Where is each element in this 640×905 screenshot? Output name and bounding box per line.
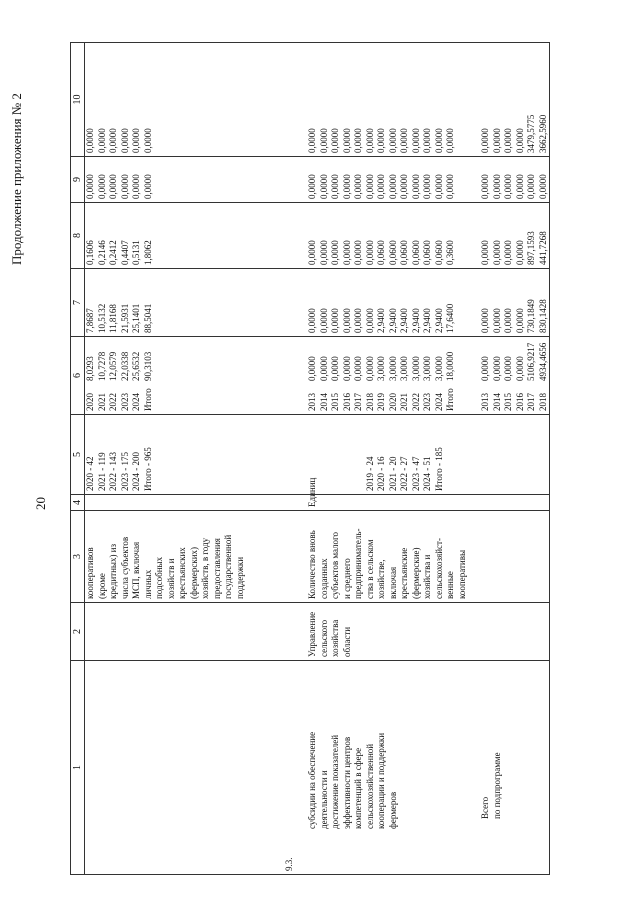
year-label: 2017	[526, 393, 536, 411]
cell-c4	[480, 495, 550, 511]
cell-line: 2024 - 51	[422, 456, 432, 491]
column-header: 3	[71, 511, 85, 603]
cell-line: (фермерских)	[188, 546, 199, 599]
amount-value: 3,0000	[376, 356, 386, 381]
cell-c10	[85, 43, 247, 157]
amount-value: 0,0000	[330, 356, 340, 381]
cell-line: предприниматель-	[353, 528, 363, 599]
cell-line: 0,0000	[353, 308, 363, 333]
cell-line: 0,0000	[341, 174, 352, 199]
cell-c9	[85, 157, 247, 203]
cell-line: и среднего	[341, 558, 352, 599]
cell-line: 0,0000	[341, 240, 352, 265]
cell-line: 0,0000	[410, 128, 421, 153]
cell-c6	[480, 337, 550, 415]
year-label: 2013	[480, 393, 490, 411]
cell-line: Управление	[307, 611, 317, 657]
amount-value: 22,0338	[119, 351, 130, 381]
year-label: 2019	[376, 393, 386, 411]
amount-value: 3,0000	[410, 356, 421, 381]
continuation-title: Продолжение приложения № 2	[9, 93, 24, 265]
cell-line: 0,0000	[142, 128, 153, 153]
cell-line: 0,0000	[318, 174, 329, 199]
cell-c6	[284, 337, 468, 415]
cell-line: 0,0600	[410, 240, 421, 265]
cell-c7	[284, 269, 468, 337]
cell-line: кредитных) из	[108, 543, 118, 599]
cell-line: 0,0000	[480, 174, 490, 199]
cell-line: 0,0000	[131, 174, 141, 199]
cell-c7	[480, 269, 550, 337]
cell-line	[353, 418, 365, 491]
year-label: 2018	[537, 393, 548, 411]
column-header: 7	[71, 269, 85, 337]
cell-line: 0,0000	[399, 174, 409, 199]
amount-value: 0,0000	[318, 356, 329, 381]
cell-line: компетенций в сфере	[353, 747, 363, 829]
amount-value: 4934,4656	[537, 342, 548, 381]
cell-line: 2019 - 24	[364, 456, 375, 491]
year-label: 2023	[422, 393, 432, 411]
cell-line: крестьянских	[177, 547, 187, 599]
cell-c1	[284, 661, 468, 875]
cell-line: 3479,5775	[526, 114, 536, 153]
cell-line: области	[341, 626, 352, 657]
cell-line: 10,5132	[96, 303, 107, 333]
cell-line: эффективности центров	[341, 736, 352, 829]
row-9-3-subsidies	[284, 43, 468, 875]
cell-line: 830,1428	[537, 299, 548, 333]
amount-value: 0,0000	[503, 356, 513, 381]
cell-line: деятельности и	[318, 770, 329, 829]
cell-line: 0,0000	[491, 308, 502, 333]
cell-line: Итого - 185	[433, 447, 444, 491]
cell-line	[330, 418, 342, 491]
cell-line: 0,0000	[119, 174, 130, 199]
cell-line: 0,0000	[364, 174, 375, 199]
amount-value: 18,0000	[445, 351, 455, 381]
cell-c5	[480, 415, 550, 495]
column-header: 5	[71, 415, 85, 495]
cell-line: 17,6400	[445, 303, 455, 333]
cell-line: 0,0000	[96, 128, 107, 153]
cell-line: 0,0000	[537, 174, 548, 199]
year-label: 2013	[307, 393, 317, 411]
cell-line: 0,0000	[307, 308, 317, 333]
cell-line: 2022 - 27	[399, 456, 409, 491]
amount-value: 3,0000	[399, 356, 409, 381]
column-header: 2	[71, 603, 85, 661]
cell-line: 2,9400	[376, 308, 386, 333]
row-cooperatives-continued	[85, 43, 247, 875]
amount-value: 25,6532	[131, 351, 141, 381]
cell-line: достижение показателей	[330, 734, 340, 829]
item-number: 9.3.	[284, 857, 294, 871]
cell-c8	[85, 203, 247, 269]
year-label: 2020	[85, 393, 95, 411]
cell-line: 0,0000	[353, 128, 363, 153]
cell-c2	[284, 603, 468, 661]
cell-line: 2024 - 200	[131, 452, 141, 491]
cell-line: 0,0000	[85, 174, 95, 199]
year-label: 2024	[131, 393, 141, 411]
cell-line: 2023 - 175	[119, 452, 130, 491]
cell-line: хозяйств, в году	[200, 537, 210, 599]
cell-line: 0,2146	[96, 240, 107, 265]
cell-line: крестьянские	[399, 547, 409, 599]
amount-value: 3,0000	[387, 356, 398, 381]
column-header: 6	[71, 337, 85, 415]
cell-line: 0,0000	[480, 240, 490, 265]
cell-line: 0,0000	[491, 128, 502, 153]
cell-line: фермеров	[387, 791, 398, 829]
page-header	[0, 0, 60, 905]
cell-line: включая	[387, 566, 398, 599]
year-label: 2021	[96, 393, 107, 411]
cell-c1	[480, 661, 550, 875]
amount-value: 0,0000	[480, 356, 490, 381]
cell-c9	[480, 157, 550, 203]
cell-line: хозяйств и	[165, 558, 176, 599]
cell-line: 88,5041	[142, 303, 153, 333]
cell-c10	[480, 43, 550, 157]
amount-value: 0,0000	[491, 356, 502, 381]
cell-line: 0,0600	[399, 240, 409, 265]
cell-line: 0,0000	[85, 128, 95, 153]
cell-line	[319, 418, 331, 491]
cell-line: 0,0000	[387, 128, 398, 153]
cell-line: по подпрограмме	[491, 752, 502, 819]
column-header: 9	[71, 157, 85, 203]
cell-c1	[85, 661, 247, 875]
cell-line: 0,0000	[526, 174, 536, 199]
cell-line: личных	[142, 569, 153, 599]
cell-line: 2020 - 42	[85, 456, 95, 491]
cell-line: 0,0000	[119, 128, 130, 153]
cell-line: 0,0000	[422, 128, 432, 153]
cell-line: 2,9400	[433, 308, 444, 333]
cell-line: 0,0000	[318, 128, 329, 153]
year-label: 2014	[318, 393, 329, 411]
cell-c3	[85, 511, 247, 603]
cell-line: 2020 - 16	[376, 456, 386, 491]
column-header: 10	[71, 43, 85, 157]
cell-line: 0,0000	[503, 308, 513, 333]
amount-value: 8,0293	[85, 356, 95, 381]
cell-line: 0,0000	[131, 128, 141, 153]
cell-line: Единиц	[307, 477, 317, 507]
cell-line	[342, 418, 354, 491]
year-label: 2016	[514, 393, 525, 411]
cell-c9	[284, 157, 468, 203]
column-header: 8	[71, 203, 85, 269]
cell-c4	[85, 495, 247, 511]
cell-line: 0,0000	[318, 308, 329, 333]
cell-line: 0,0000	[341, 128, 352, 153]
cell-line: МСП, включая	[131, 541, 141, 599]
page-number: 20	[33, 497, 48, 510]
amount-value: 90,3103	[142, 351, 153, 381]
cell-line: сельскохозяйст-	[433, 538, 444, 599]
cell-line: ства в сельском	[364, 539, 375, 599]
cell-line: хозяйства и	[422, 554, 432, 599]
cell-line: 0,0000	[503, 240, 513, 265]
year-label: Итого	[142, 388, 153, 411]
year-label: 2014	[491, 393, 502, 411]
cell-line: 2022 - 143	[108, 452, 118, 491]
cell-c8	[480, 203, 550, 269]
cell-line: созданных	[318, 558, 329, 599]
cell-line: 0,0000	[433, 174, 444, 199]
cell-line: 2023 - 47	[410, 456, 421, 491]
cell-line: 0,0600	[422, 240, 432, 265]
cell-c6	[85, 337, 247, 415]
cell-c3	[284, 511, 468, 603]
cell-line: венные	[445, 571, 455, 599]
cell-line: 0,0000	[353, 174, 363, 199]
cell-line: 0,0000	[514, 308, 525, 333]
cell-line: кооперации и поддержки	[376, 732, 386, 829]
cell-line: 0,0000	[514, 240, 525, 265]
cell-line: Количество вновь	[307, 530, 317, 599]
cell-line: 0,0000	[142, 174, 153, 199]
cell-line: 0,0000	[433, 128, 444, 153]
cell-line: хозяйства	[330, 619, 340, 657]
cell-line: 0,3600	[445, 240, 455, 265]
cell-c7	[85, 269, 247, 337]
cell-line: субсидии на обеспечение	[307, 731, 317, 829]
cell-line: 0,0000	[307, 240, 317, 265]
cell-line: 0,0000	[330, 240, 340, 265]
cell-line: 0,0000	[318, 240, 329, 265]
cell-c2	[480, 603, 550, 661]
cell-line: сельскохозяйственной	[364, 743, 375, 829]
cell-c5	[85, 415, 247, 495]
cell-line: 0,0000	[364, 308, 375, 333]
cell-line: 0,0000	[307, 128, 317, 153]
year-label: 2018	[364, 393, 375, 411]
cell-line: 0,0000	[445, 174, 455, 199]
cell-line: 0,0000	[330, 174, 340, 199]
year-label: 2017	[353, 393, 363, 411]
cell-line: числа субъектов	[119, 536, 130, 599]
cell-line: 0,0600	[376, 240, 386, 265]
cell-line: предоставления	[211, 538, 222, 599]
year-label: 2015	[503, 393, 513, 411]
year-label: 2016	[341, 393, 352, 411]
cell-line: 0,0000	[387, 174, 398, 199]
column-number-row	[71, 43, 85, 875]
cell-line: 21,5931	[119, 303, 130, 333]
amount-value: 0,0000	[307, 356, 317, 381]
row-spacer	[468, 43, 480, 875]
cell-line: Всего	[480, 796, 490, 819]
cell-line: государственной	[223, 534, 233, 599]
cell-line: (фермерские)	[410, 547, 421, 599]
cell-line: 0,0000	[514, 174, 525, 199]
amount-value: 0,0000	[514, 356, 525, 381]
cell-line: кооперативы	[456, 549, 467, 599]
cell-line: 0,0600	[387, 240, 398, 265]
year-label: 2022	[410, 393, 421, 411]
cell-line: 0,0600	[433, 240, 444, 265]
cell-line: субъектов малого	[330, 532, 340, 599]
cell-line: 0,1606	[85, 240, 95, 265]
cell-line: поддержки	[234, 556, 245, 599]
cell-line: 897,1593	[526, 231, 536, 265]
cell-line: 3662,5960	[537, 114, 548, 153]
cell-line: 25,1401	[131, 303, 141, 333]
amount-value: 3,0000	[433, 356, 444, 381]
cell-line: 0,0000	[480, 128, 490, 153]
year-label: 2015	[330, 393, 340, 411]
cell-line: 0,0000	[108, 128, 118, 153]
year-label: 2021	[399, 393, 409, 411]
amount-value: 0,0000	[364, 356, 375, 381]
cell-c10	[284, 43, 468, 157]
cell-line: 0,0000	[491, 240, 502, 265]
cell-line: сельского	[318, 619, 329, 657]
cell-line: 0,0000	[514, 128, 525, 153]
cell-line: 0,0000	[491, 174, 502, 199]
year-label: 2024	[433, 393, 444, 411]
year-label: 2023	[119, 393, 130, 411]
cell-line: 0,4407	[119, 240, 130, 265]
cell-line: 0,0000	[422, 174, 432, 199]
cell-line: 0,0000	[364, 240, 375, 265]
amount-value: 0,0000	[341, 356, 352, 381]
cell-line: 0,0000	[376, 174, 386, 199]
cell-c8	[284, 203, 468, 269]
cell-line: 0,0000	[341, 308, 352, 333]
cell-line: хозяйстве,	[376, 559, 386, 599]
year-label: 2022	[108, 393, 118, 411]
cell-line: 0,0000	[307, 174, 317, 199]
appendix-table	[70, 42, 550, 875]
cell-line: 2,9400	[387, 308, 398, 333]
amount-value: 12,0579	[108, 351, 118, 381]
row-total-subprogram	[480, 43, 550, 875]
cell-line: 2,9400	[399, 308, 409, 333]
cell-line: 0,0000	[96, 174, 107, 199]
cell-line: (кроме	[96, 573, 107, 599]
cell-c4	[284, 477, 468, 511]
cell-line: подсобных	[154, 556, 164, 599]
cell-line: 0,0000	[480, 308, 490, 333]
cell-line: 2021 - 119	[96, 452, 107, 491]
cell-line: 0,0000	[108, 174, 118, 199]
cell-line: 441,7268	[537, 231, 548, 265]
cell-line: 0,5131	[131, 240, 141, 265]
amount-value: 5106,9217	[526, 342, 536, 381]
cell-line: 0,0000	[330, 128, 340, 153]
cell-line: 730,1849	[526, 299, 536, 333]
row-spacer	[246, 43, 284, 875]
cell-line: 0,0000	[330, 308, 340, 333]
cell-line: 0,0000	[353, 240, 363, 265]
cell-line: 11,8168	[108, 304, 118, 333]
cell-c2	[85, 603, 247, 661]
cell-line: кооперативов	[85, 547, 95, 599]
cell-line: 0,0000	[503, 128, 513, 153]
amount-value: 3,0000	[422, 356, 432, 381]
cell-line: 0,0000	[503, 174, 513, 199]
cell-line: 1,8062	[142, 240, 153, 265]
cell-line: 2,9400	[410, 308, 421, 333]
cell-c3	[480, 511, 550, 603]
cell-line: 0,0000	[399, 128, 409, 153]
amount-value: 10,7278	[96, 351, 107, 381]
cell-line: 2,9400	[422, 308, 432, 333]
cell-line: 0,0000	[445, 128, 455, 153]
cell-line: 0,2412	[108, 240, 118, 265]
cell-line: 0,0000	[376, 128, 386, 153]
cell-line: 0,0000	[410, 174, 421, 199]
year-label: 2020	[387, 393, 398, 411]
year-label: Итого	[445, 388, 455, 411]
cell-line: 0,0000	[364, 128, 375, 153]
cell-line: 7,8687	[85, 308, 95, 333]
amount-value: 0,0000	[353, 356, 363, 381]
cell-line: 2021 - 20	[387, 456, 398, 491]
cell-line: Итого - 965	[142, 447, 153, 491]
column-header: 4	[71, 495, 85, 511]
column-header: 1	[71, 661, 85, 875]
